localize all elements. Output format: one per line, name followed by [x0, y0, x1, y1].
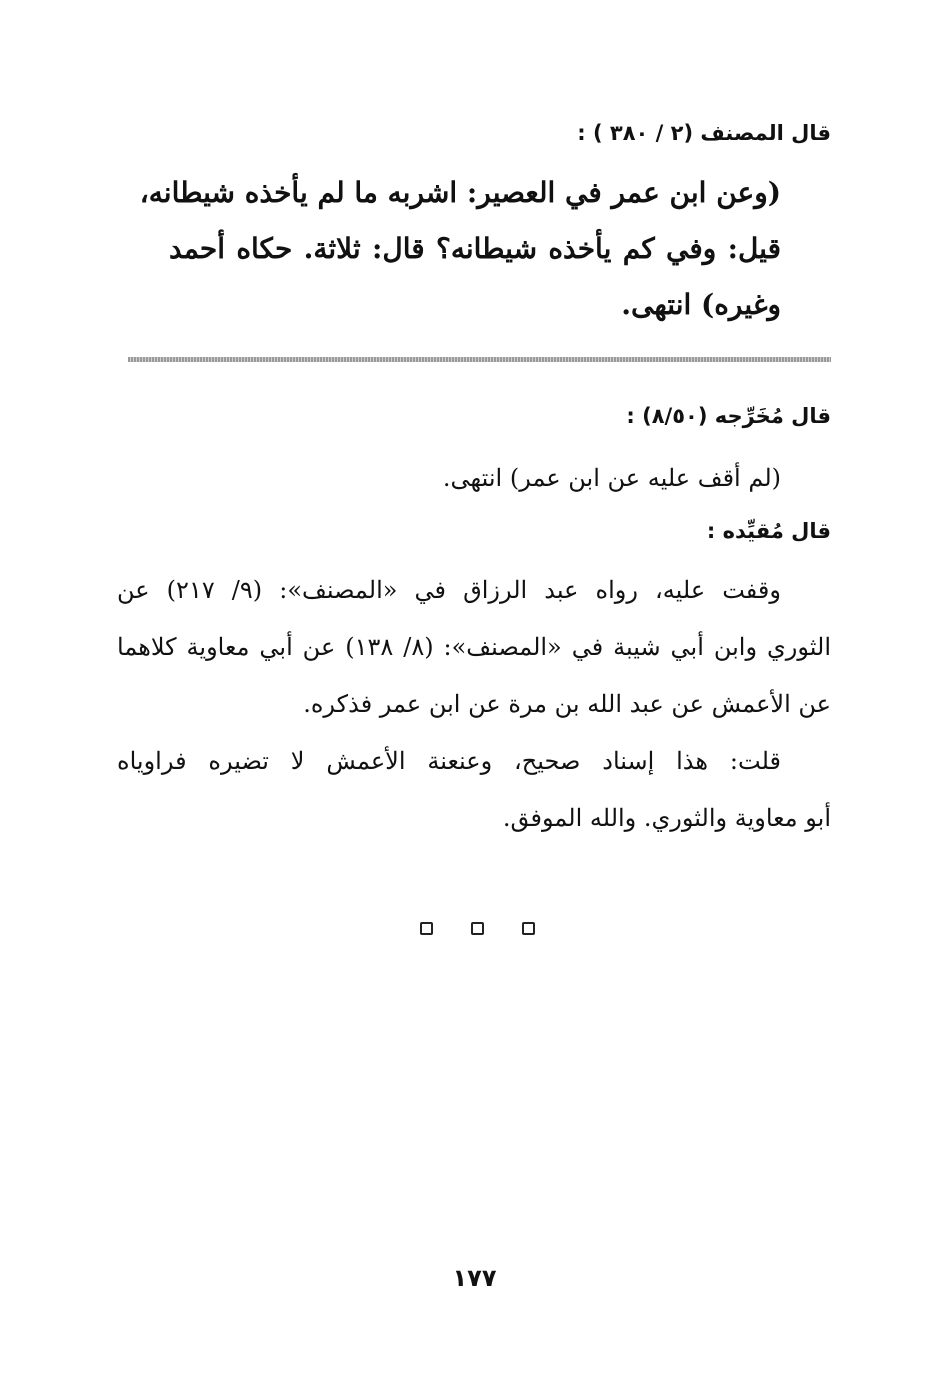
page-number: ١٧٧ [452, 1264, 497, 1292]
section-heading-author: قال المصنف (٢ / ٣٨٠ ) : [577, 121, 831, 145]
section-heading-annotator: قال مُقيِّده : [706, 519, 831, 543]
body-line: وقفت عليه، رواه عبد الرزاق في «المصنف»: (٩/ ٢١٧) عن [117, 576, 781, 604]
quote-line: (لم أقف عليه عن ابن عمر) انتهى. [442, 464, 781, 492]
body-line: الثوري وابن أبي شيبة في «المصنف»: (٨/ ١٣٨) عن أبي معاوية كلاهما [117, 633, 832, 661]
section-divider [128, 357, 831, 362]
body-line: عن الأعمش عن عبد الله بن مرة عن ابن عمر فذكره. [303, 690, 831, 718]
section-heading-takhrij: قال مُخَرِّجه (٨/٥٠) : [626, 404, 831, 428]
section-end-marks [420, 922, 535, 935]
takhrij-quote [443, 458, 781, 498]
square-ornament-icon [420, 922, 433, 935]
body-line: أبو معاوية والثوري. والله الموفق. [502, 804, 831, 832]
quote-line: (وعن ابن عمر في العصير: اشربه ما لم يأخذه شيطانه، [139, 176, 781, 209]
square-ornament-icon [471, 922, 484, 935]
square-ornament-icon [522, 922, 535, 935]
author-quote [139, 165, 781, 333]
quote-line: وغيره) انتهى. [621, 288, 781, 321]
quote-line: قيل: وفي كم يأخذه شيطانه؟ قال: ثلاثة. حكاه أحمد [169, 232, 781, 265]
annotator-paragraph-1 [117, 562, 831, 733]
annotator-paragraph-2 [117, 733, 831, 847]
body-line: قلت: هذا إسناد صحيح، وعنعنة الأعمش لا تضيره فراوياه [117, 747, 781, 775]
